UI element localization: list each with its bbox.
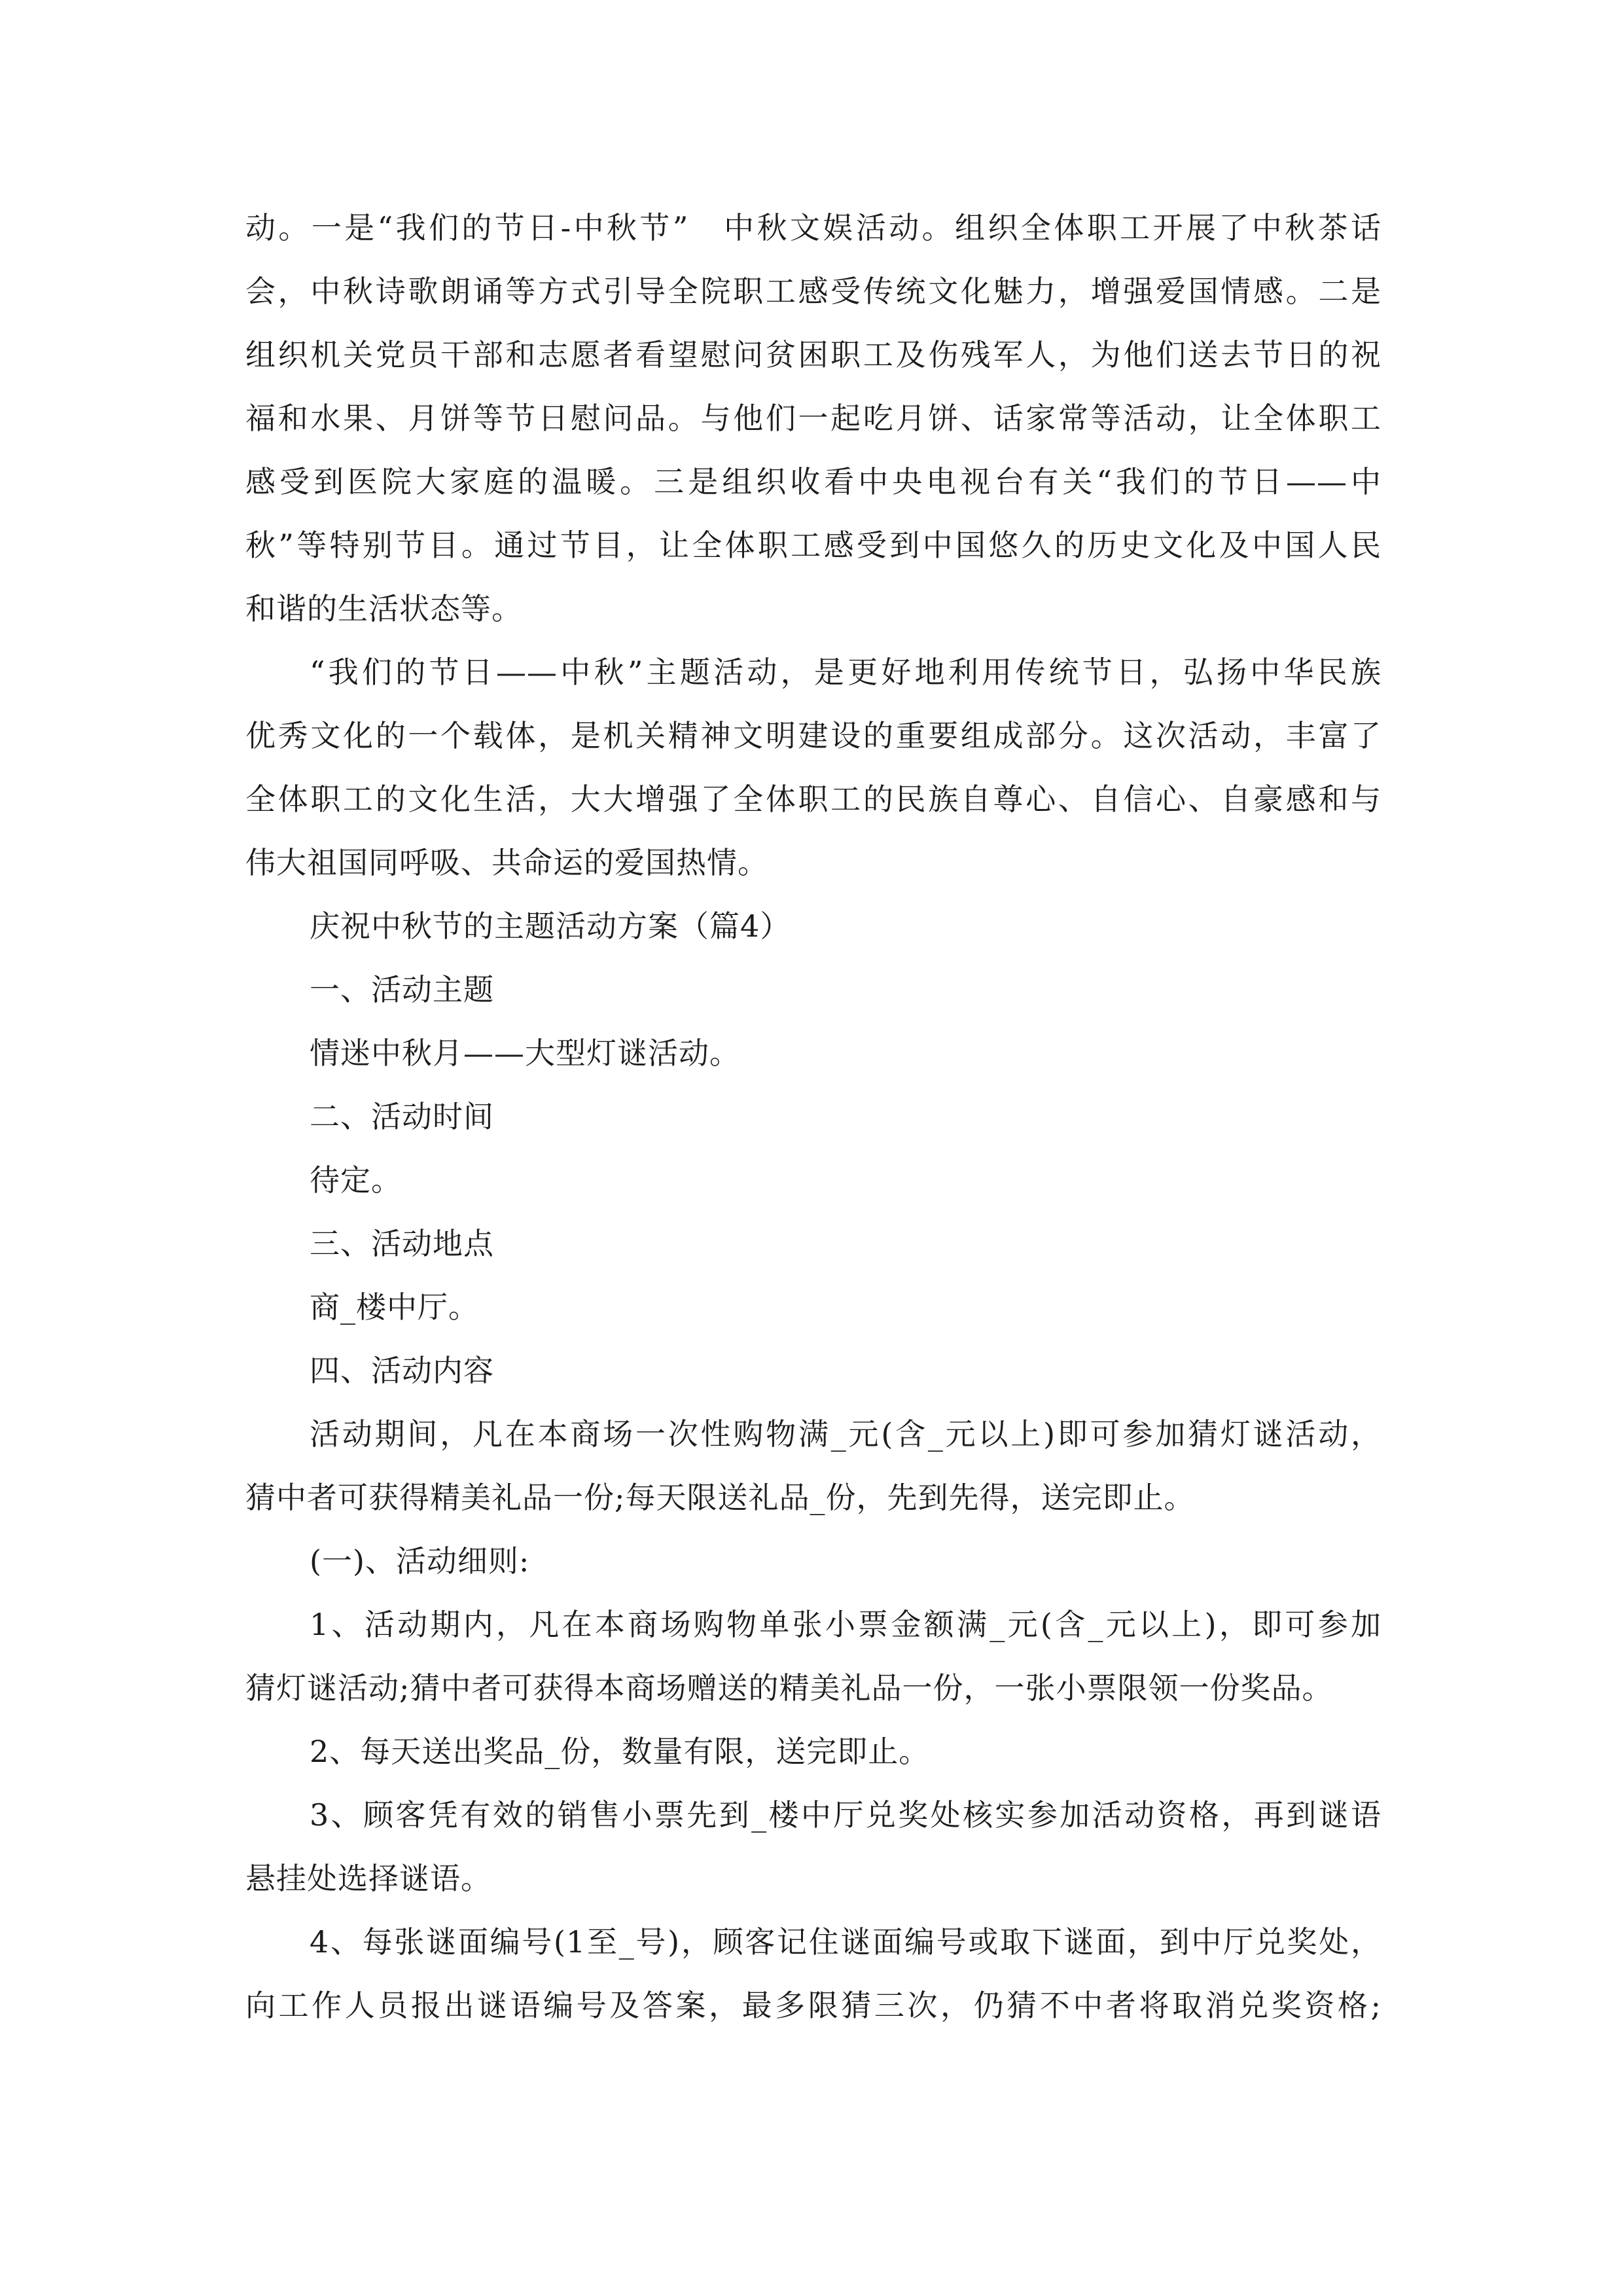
- text-line: “我们的节日——中秋”主题活动，是更好地利用传统节日，弘扬中华民族: [310, 655, 1382, 690]
- text-line: 会，中秋诗歌朗诵等方式引导全院职工感受传统文化魅力，增强爱国情感。二是: [245, 274, 1382, 309]
- text-line: 福和水果、月饼等节日慰问品。与他们一起吃月饼、话家常等活动，让全体职工: [245, 401, 1382, 436]
- text-line: 全体职工的文化生活，大大增强了全体职工的民族自尊心、自信心、自豪感和与: [245, 781, 1382, 817]
- text-line: 秋”等特别节目。通过节目，让全体职工感受到中国悠久的历史文化及中国人民: [245, 528, 1382, 563]
- text-line: 猜中者可获得精美礼品一份;每天限送礼品_份，先到先得，送完即止。: [245, 1480, 1195, 1515]
- text-line: 和谐的生活状态等。: [245, 591, 522, 626]
- text-line: 活动期间，凡在本商场一次性购物满_元(含_元以上)即可参加猜灯谜活动，: [310, 1416, 1382, 1452]
- text-line: 1、活动期内，凡在本商场购物单张小票金额满_元(含_元以上)，即可参加: [310, 1607, 1382, 1642]
- text-line: 动。一是“我们的节日-中秋节” 中秋文娱活动。组织全体职工开展了中秋茶话: [245, 210, 1382, 245]
- text-line: 情迷中秋月——大型灯谜活动。: [310, 1035, 740, 1071]
- text-line: 3、顾客凭有效的销售小票先到_楼中厅兑奖处核实参加活动资格，再到谜语: [310, 1797, 1382, 1833]
- text-line: 向工作人员报出谜语编号及答案，最多限猜三次，仍猜不中者将取消兑奖资格;: [245, 1988, 1382, 2023]
- text-line: 2、每天送出奖品_份，数量有限，送完即止。: [310, 1734, 930, 1769]
- text-line: 组织机关党员干部和志愿者看望慰问贫困职工及伤残军人，为他们送去节日的祝: [245, 337, 1382, 372]
- text-line: 4、每张谜面编号(1至_号)，顾客记住谜面编号或取下谜面，到中厅兑奖处，: [310, 1924, 1382, 1960]
- text-line: 伟大祖国同呼吸、共命运的爱国热情。: [245, 845, 768, 880]
- text-line: 感受到医院大家庭的温暖。三是组织收看中央电视台有关“我们的节日——中: [245, 464, 1382, 499]
- text-line: 猜灯谜活动;猜中者可获得本商场赠送的精美礼品一份，一张小票限领一份奖品。: [245, 1670, 1333, 1706]
- section-title: 庆祝中秋节的主题活动方案（篇4）: [310, 908, 791, 944]
- heading-rules: (一)、活动细则:: [310, 1543, 530, 1579]
- heading-time: 二、活动时间: [310, 1099, 494, 1134]
- heading-theme: 一、活动主题: [310, 972, 494, 1007]
- document-body: [245, 196, 1382, 2037]
- text-line: 优秀文化的一个载体，是机关精神文明建设的重要组成部分。这次活动，丰富了: [245, 718, 1382, 753]
- text-line: 待定。: [310, 1162, 402, 1198]
- text-line: 悬挂处选择谜语。: [245, 1861, 491, 1896]
- heading-content: 四、活动内容: [310, 1353, 494, 1388]
- text-line: 商_楼中厅。: [310, 1289, 479, 1325]
- heading-location: 三、活动地点: [310, 1226, 494, 1261]
